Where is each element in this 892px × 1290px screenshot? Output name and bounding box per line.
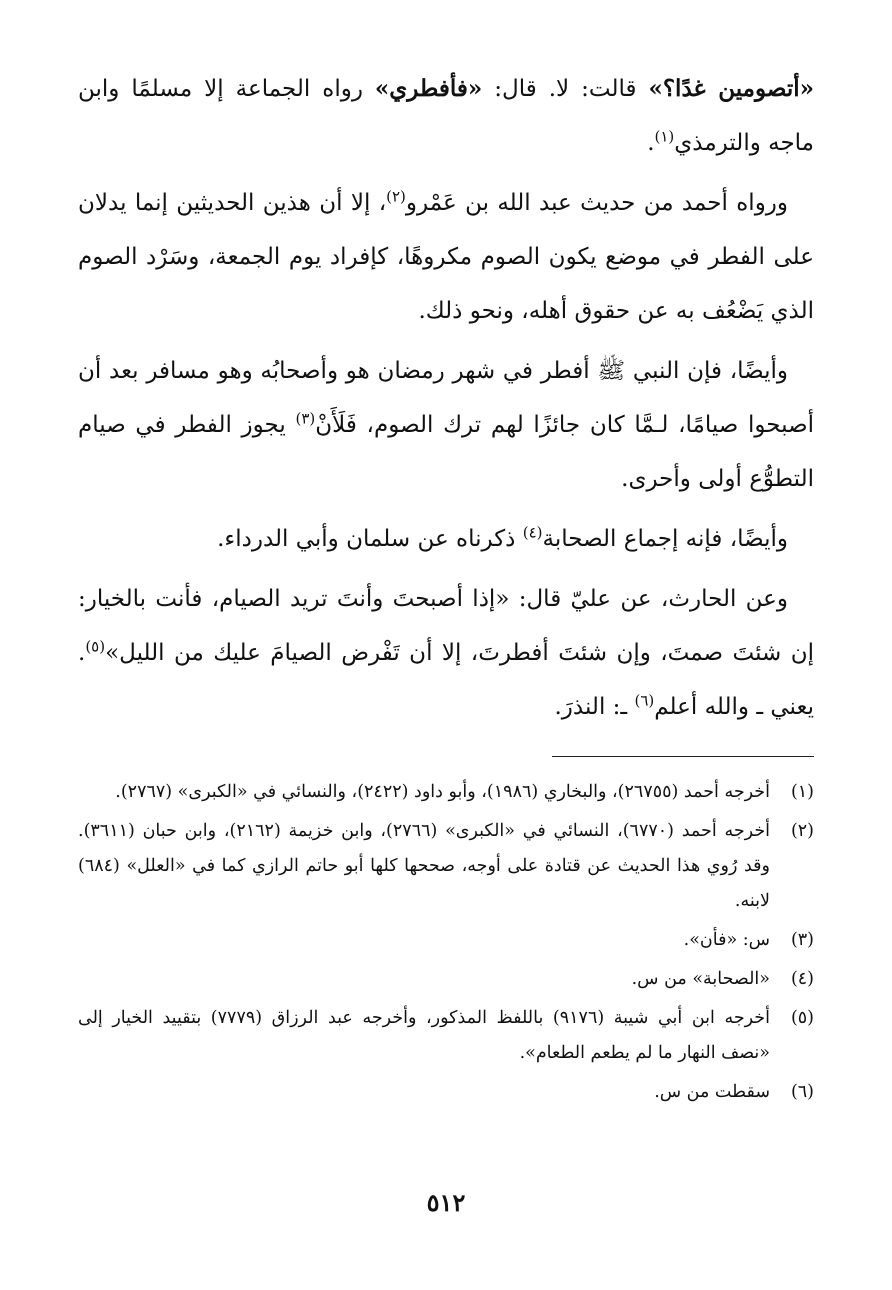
footnote-2 [78, 814, 814, 919]
footnote-ref-5[interactable]: (٥) [85, 637, 106, 656]
footnote-4 [78, 962, 814, 997]
footnote-5 [78, 1001, 814, 1071]
paragraph-5-text-b: . يعني ـ والله أعلم [78, 640, 814, 720]
paragraph-4-text-a: وأيضًا، فإنه إجماع الصحابة [542, 526, 788, 552]
footnote-ref-4[interactable]: (٤) [522, 523, 543, 542]
paragraph-3 [78, 344, 814, 506]
paragraph-1-text-b: رواه الجماعة إلا مسلمًا وابن ماجه والترمذي [78, 76, 814, 156]
footnote-separator [552, 756, 814, 757]
paragraph-1 [78, 62, 814, 170]
page-number: ٥١٢ [426, 1188, 466, 1217]
paragraph-1-text-a: قالت: لا. قال: [482, 76, 649, 102]
paragraph-5 [78, 572, 814, 734]
footnote-1 [78, 775, 814, 810]
footnote-ref-1[interactable]: (١) [654, 127, 675, 146]
footnote-text: أخرجه ابن أبي شيبة (٩١٧٦) باللفظ المذكور، وأخرجه عبد الرزاق (٧٧٧٩) بتقييد الخيار إلى «نصف النهار ما لم يطعم الطعام». [78, 1008, 770, 1063]
paragraph-3-text-a: وأيضًا، فإن النبي ﷺ أفطر في شهر رمضان هو وأصحابُه وهو مسافر بعد أن أصبحوا صيامًا، لـمَّا كان جائزًا لهم ترك الصوم، فَلَأَنْ [78, 358, 814, 438]
page-body [78, 62, 814, 1114]
footnote-text: سقطت من س. [654, 1082, 770, 1102]
paragraph-4 [78, 512, 814, 566]
footnote-text: أخرجه أحمد (٦٧٧٠)، النسائي في «الكبرى» (٢٧٦٦)، وابن خزيمة (٢١٦٢)، وابن حبان (٣٦١١). وقد رُوي هذا الحديث عن قتادة على أوجه، صححها كلها أبو حاتم الرازي كما في «العلل» (٦٨٤) لابنه. [78, 821, 771, 911]
footnote-ref-6[interactable]: (٦) [634, 691, 655, 710]
paragraph-3-text-b: يجوز الفطر في صيام التطوُّع أولى وأحرى. [78, 412, 814, 492]
footnote-ref-3[interactable]: (٣) [295, 409, 316, 428]
paragraph-4-text-b: ذكرناه عن سلمان وأبي الدرداء. [217, 526, 523, 552]
footnote-number: (٤) [790, 969, 814, 989]
paragraph-5-text-c: ـ: النذرَ. [554, 694, 635, 720]
footnote-6 [78, 1075, 814, 1110]
footnote-number: (٣) [790, 930, 814, 950]
footnotes [78, 775, 814, 1110]
footnote-number: (٦) [790, 1082, 814, 1102]
footnote-text: أخرجه أحمد (٢٦٧٥٥)، والبخاري (١٩٨٦)، وأبو داود (٢٤٢٢)، والنسائي في «الكبرى» (٢٧٦٧). [115, 782, 770, 802]
footnote-number: (١) [790, 782, 814, 802]
footnote-number: (٥) [790, 1008, 814, 1028]
paragraph-2-text-a: ورواه أحمد من حديث عبد الله بن عَمْرو [405, 190, 789, 216]
paragraph-5-text-a: وعن الحارث، عن عليّ قال: «إذا أصبحتَ وأنتَ تريد الصيام، فأنت بالخيار: إن شئتَ صمتَ، وإن شئتَ أفطرتَ، إلا أن تَفْرض الصيامَ عليك من الليل» [78, 586, 814, 666]
paragraph-1-end: . [647, 130, 655, 156]
footnote-3 [78, 923, 814, 958]
footnote-number: (٢) [790, 821, 814, 841]
footnote-ref-2[interactable]: (٢) [386, 187, 406, 206]
footnote-text: س: «فأن». [683, 930, 770, 950]
quote-question: «أتصومين غدًا؟» [648, 75, 814, 102]
footnote-text: «الصحابة» من س. [631, 969, 770, 989]
quote-answer: «فأفطري» [374, 75, 483, 102]
paragraph-2 [78, 176, 814, 338]
paragraph-2-text-b: ، إلا أن هذين الحديثين إنما يدلان على الفطر في موضع يكون الصوم مكروهًا، كإفراد يوم الجمعة، وسَرْد الصوم الذي يَضْعُف به عن حقوق أهله، ونحو ذلك. [78, 190, 814, 324]
